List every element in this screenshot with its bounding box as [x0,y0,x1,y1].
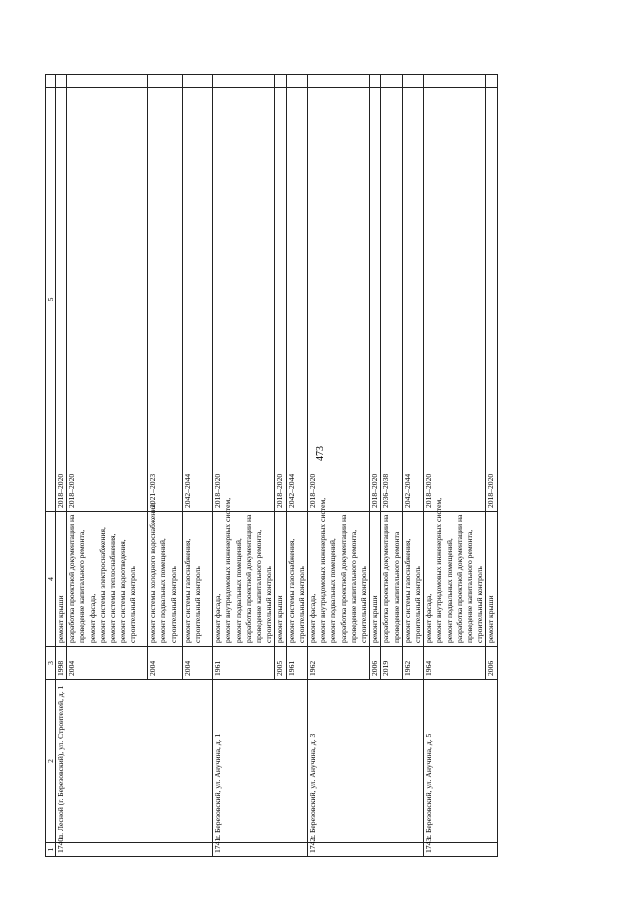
work-cell: ремонт фасада, ремонт внутридомовых инженерных систем, ремонт подвальных помещений, разработка проектной документации на проведение капитального ремонта, строительный контроль [213,512,275,647]
table-row [424,75,486,857]
year-cell: 2004 [183,647,213,680]
header-col-3: 3 [46,647,56,680]
table-row [213,75,275,857]
work-cell: разработка проектной документации на проведение капитального ремонта, ремонт фасада, ремонт системы электроснабжения, ремонт системы теплоснабжения, ремонт системы водоотведения, строительный контроль [67,512,148,647]
extra-cell [308,75,370,88]
period-cell: 2018–2020 [308,88,370,512]
work-cell: ремонт крыши [275,512,286,647]
extra-cell [213,75,275,88]
header-col-extra [46,75,56,88]
extra-cell [370,75,381,88]
work-cell: ремонт системы газоснабжения, строительный контроль [286,512,307,647]
rotated-table-page [45,75,545,857]
year-cell: 1962 [308,647,370,680]
work-cell: ремонт фасада, ремонт внутридомовых инженерных систем, ремонт подвальных помещений, разработка проектной документации на проведение капитального ремонта, строительный контроль [308,512,370,647]
period-cell: 2042–2044 [183,88,213,512]
extra-cell [56,75,67,88]
period-cell: 2042–2044 [286,88,307,512]
extra-cell [148,75,183,88]
table-row [56,75,67,857]
header-col-4: 4 [46,512,56,647]
work-cell: разработка проектной документации на проведение капитального ремонта [381,512,402,647]
extra-cell [275,75,286,88]
header-col-5: 5 [46,88,56,512]
row-address: г. Березовский, ул. Анучина, д. 5 [424,680,497,843]
row-number: 1742. [308,843,424,857]
year-cell: 2004 [67,647,148,680]
row-number: 1743. [424,843,497,857]
header-row [46,75,56,857]
year-cell: 1961 [213,647,275,680]
work-cell: ремонт крыши [486,512,497,647]
period-cell: 2018–2020 [486,88,497,512]
year-cell: 1998 [56,647,67,680]
extra-cell [183,75,213,88]
year-cell: 2006 [370,647,381,680]
extra-cell [381,75,402,88]
page-number: 473 [314,446,326,461]
period-cell: 2036–2038 [381,88,402,512]
period-cell: 2018–2020 [213,88,275,512]
extra-cell [286,75,307,88]
period-cell: 2018–2020 [275,88,286,512]
period-cell: 2018–2020 [67,88,148,512]
period-cell: 2042–2044 [402,88,423,512]
row-number: 1741. [213,843,308,857]
table-row [308,75,370,857]
work-cell: ремонт фасада, ремонт внутридомовых инженерных систем, ремонт подвальных помещений, разработка проектной документации на проведение капитального ремонта, строительный контроль [424,512,486,647]
header-col-1: 1 [46,843,56,857]
header-col-2: 2 [46,680,56,843]
year-cell: 2006 [486,647,497,680]
extra-cell [486,75,497,88]
year-cell: 1961 [286,647,307,680]
work-cell: ремонт системы холодного водоснабжения, ремонт подвальных помещений, строительный контроль [148,512,183,647]
work-cell: ремонт крыши [370,512,381,647]
row-address: п. Лесной (г. Березовский), ул. Строителей, д. 1 [56,680,213,843]
year-cell: 2004 [148,647,183,680]
period-cell: 2018–2020 [56,88,67,512]
extra-cell [402,75,423,88]
work-cell: ремонт крыши [56,512,67,647]
year-cell: 1964 [424,647,486,680]
year-cell: 1962 [402,647,423,680]
year-cell: 2019 [381,647,402,680]
capital-repair-table [45,74,498,857]
period-cell: 2018–2020 [424,88,486,512]
extra-cell [424,75,486,88]
row-address: г. Березовский, ул. Анучина, д. 1 [213,680,308,843]
year-cell: 2005 [275,647,286,680]
row-number: 1740. [56,843,213,857]
extra-cell [67,75,148,88]
work-cell: ремонт системы газоснабжения, строительный контроль [183,512,213,647]
row-address: г. Березовский, ул. Анучина, д. 3 [308,680,424,843]
period-cell: 2018–2020 [370,88,381,512]
work-cell: ремонт системы газоснабжения, строительный контроль [402,512,423,647]
period-cell: 2021–2023 [148,88,183,512]
